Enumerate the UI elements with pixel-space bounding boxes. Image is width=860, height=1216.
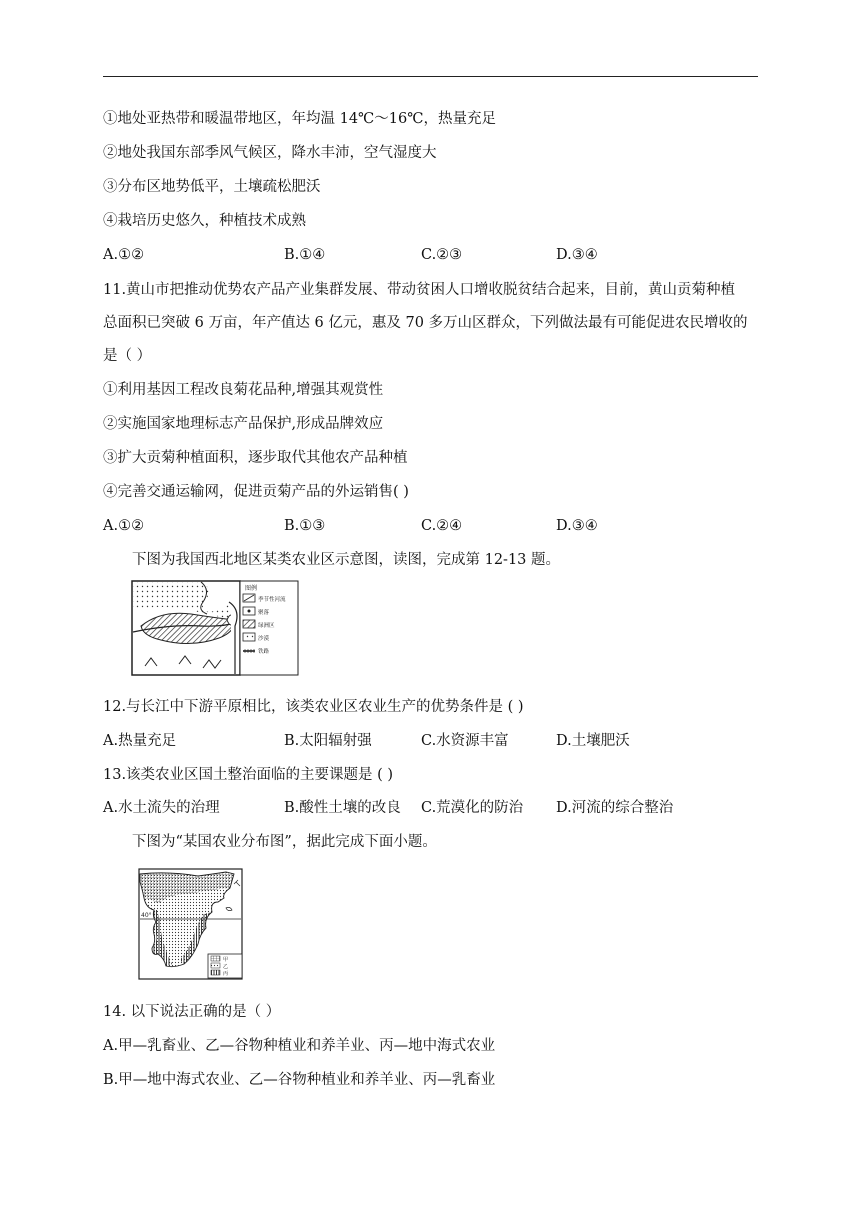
statement-3: ③分布区地势低平，土壤疏松肥沃 [103, 179, 321, 195]
option-d: D.河流的综合整治 [556, 800, 674, 816]
agriculture-map-figure [138, 868, 243, 980]
q11-item-4: ④完善交通运输网，促进贡菊产品的外运销售( ) [103, 484, 409, 500]
option-c: C.荒漠化的防治 [421, 800, 524, 816]
legend-oasis: 绿洲区 [258, 623, 275, 629]
q14-option-a: A.甲—乳畜业、乙—谷物种植业和养羊业、丙—地中海式农业 [103, 1038, 496, 1054]
option-b: B.①④ [284, 247, 326, 263]
q13-stem: 13.该类农业区国土整治面临的主要课题是 ( ) [103, 767, 394, 783]
legend-yi: 乙 [223, 964, 229, 970]
statement-2: ②地处我国东部季风气候区，降水丰沛，空气湿度大 [103, 145, 437, 161]
q11-item-3: ③扩大贡菊种植面积，逐步取代其他农产品种植 [103, 450, 408, 466]
option-c: C.②④ [421, 518, 463, 534]
legend-jia: 甲 [223, 957, 229, 963]
oasis-map-figure [131, 580, 299, 676]
q11-stem-3: 是（ ） [103, 348, 152, 364]
option-b: B.太阳辐射强 [284, 733, 372, 749]
legend-seasonal-river: 季节性河流 [258, 597, 286, 603]
legend-bing: 丙 [223, 971, 229, 977]
header-rule [103, 76, 758, 77]
option-b: B.酸性土壤的改良 [284, 800, 401, 816]
legend-desert: 沙漠 [258, 636, 270, 642]
latitude-label: 40° [141, 912, 152, 919]
option-c: C.水资源丰富 [421, 733, 509, 749]
legend-settlement: 聚落 [258, 610, 270, 616]
agriculture-map [138, 868, 243, 980]
q14-option-b: B.甲—地中海式农业、乙—谷物种植业和养羊业、丙—乳畜业 [103, 1072, 496, 1088]
q12-stem: 12.与长江中下游平原相比，该类农业区农业生产的优势条件是 ( ) [103, 699, 524, 715]
option-b: B.①③ [284, 518, 326, 534]
option-a: A.热量充足 [103, 733, 177, 749]
q11-stem-1: 11.黄山市把推动优势农产品产业集群发展、带动贫困人口增收脱贫结合起来，目前，黄山贡菊种植 [103, 282, 736, 298]
q11-stem-2: 总面积已突破 6 万亩，年产值达 6 亿元，惠及 70 多万山区群众，下列做法最有可能促进农民增收的 [103, 315, 748, 331]
oasis-map [131, 580, 299, 676]
statement-1: ①地处亚热带和暖温带地区，年均温 14℃～16℃，热量充足 [103, 111, 496, 127]
statement-4: ④栽培历史悠久，种植技术成熟 [103, 213, 306, 229]
legend-railway: 铁路 [258, 649, 270, 655]
intro-12-13: 下图为我国西北地区某类农业区示意图，读图，完成第 12-13 题。 [132, 552, 561, 568]
legend-title: 图例 [245, 585, 258, 592]
intro-14: 下图为“某国农业分布图”，据此完成下面小题。 [132, 834, 437, 850]
option-a: A.水土流失的治理 [103, 800, 220, 816]
option-a: A.①② [103, 518, 145, 534]
q14-stem: 14. 以下说法正确的是（ ） [103, 1004, 281, 1020]
option-d: D.土壤肥沃 [556, 733, 630, 749]
q11-item-2: ②实施国家地理标志产品保护,形成品牌效应 [103, 416, 384, 432]
option-a: A.①② [103, 247, 145, 263]
option-c: C.②③ [421, 247, 463, 263]
q11-item-1: ①利用基因工程改良菊花品种,增强其观赏性 [103, 382, 384, 398]
option-d: D.③④ [556, 247, 598, 263]
option-d: D.③④ [556, 518, 598, 534]
